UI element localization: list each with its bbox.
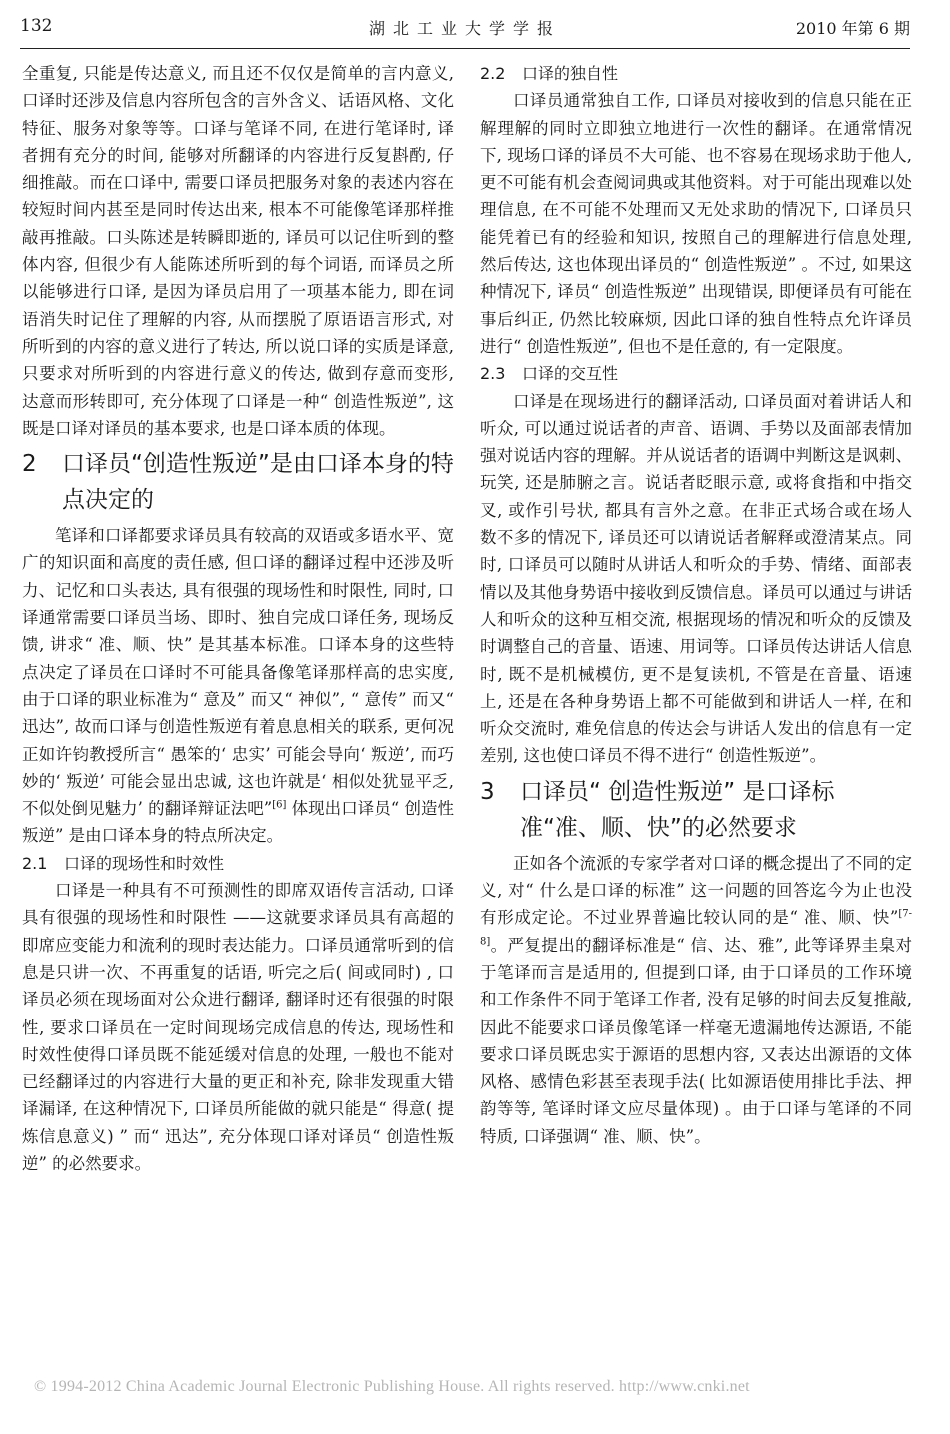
- citation-ref: [6]: [272, 799, 287, 811]
- paragraph: 口译员通常独自工作, 口译员对接收到的信息只能在正解理解的同时立即独立地进行一次性的翻译。在通常情况下, 现场口译的译员不大可能、也不容易在现场求助于他人, 更不可能有机会查阅词典或其他资料。对于可能出现难以处理信息, 在不可能不处理而又无处求助的情况下, 口译员只能凭着已有的经验和知识, 按照自己的理解进行信息处理, 然后传达, 这也体现出译员的“ 创造性叛逆” 。不过, 如果这种情况下, 译员“ 创造性叛逆” 出现错误, 即便译员有可能在事后纠正, 仍然比较麻烦, 因此口译的独自性特点允许译员进行“ 创造性叛逆”, 但也不是任意的, 有一定限度。: [480, 91, 912, 356]
- subsection-heading-2-2: [480, 60, 912, 87]
- right-column: [480, 60, 912, 1150]
- paragraph: [480, 850, 912, 1150]
- paragraph: 口译是一种具有不可预测性的即席双语传言活动, 口译具有很强的现场性和时限性 ——这就要求译员具有高超的即席应变能力和流利的现时表达能力。口译员通常听到的信息是只讲一次、不再重复的话语, 听完之后( 间或同时) , 口译员必须在现场面对公众进行翻译, 翻译时还有很强的时限性, 要求口译员在一定时间现场完成信息的传达, 现场性和时效性使得口译员既不能延缓对信息的处理, 一般也不能对已经翻译过的内容进行大量的更正和补充, 除非发现重大错译漏译, 在这种情况下, 口译员所能做的就只能是“ 得意( 提炼信息意义) ” 而“ 迅达”, 充分体现口译对译员“ 创造性叛逆” 的必然要求。: [22, 881, 454, 1173]
- paragraph-text: 正如各个流派的专家学者对口译的概念提出了不同的定义, 对“ 什么是口译的标准” 这一问题的回答迄今为止也没有形成定论。不过业界普遍比较认同的是“ 准、顺、快”: [480, 853, 912, 928]
- paragraph-text: 体现出口译员“ 创造性叛逆” 是由口译本身的特点所决定。: [22, 799, 454, 846]
- issue-label: 2010 年第 6 期: [795, 19, 910, 38]
- subsection-title: 口译的交互性: [522, 364, 619, 384]
- journal-title: 湖北工业大学学报: [368, 19, 561, 38]
- subsection-title: 口译的现场性和时效性: [64, 853, 225, 873]
- copyright-watermark: © 1994-2012 China Academic Journal Electronic Publishing House. All rights reserved. http://www.cnki.net: [34, 1378, 750, 1395]
- subsection-number: 2.3: [480, 364, 506, 384]
- paragraph-text: 。严复提出的翻译标准是“ 信、达、雅”, 此等译界圭臬对于笔译而言是适用的, 但提到口译, 由于口译员的工作环境和工作条件不同于笔译工作者, 没有足够的时间去反复推敲, 因此不能要求口译员像笔译一样毫无遗漏地传达源语, 不能要求口译员既忠实于源语的思想内容, 又表达出源语的文体风格、感情色彩甚至表现手法( 比如源语使用排比手法、押韵等等, 笔译时译文应尽量体现) 。由于口译与笔译的不同特质, 口译强调“ 准、顺、快”。: [480, 935, 912, 1146]
- subsection-heading-2-3: [480, 360, 912, 387]
- section-heading-3: [480, 774, 912, 846]
- paragraph: 全重复, 只能是传达意义, 而且还不仅仅是简单的言内意义, 口译时还涉及信息内容所包含的言外含义、话语风格、文化特征、服务对象等等。口译与笔译不同, 在进行笔译时, 译者拥有充分的时间, 能够对所翻译的内容进行反复斟酌, 仔细推敲。而在口译中, 需要口译员把服务对象的表述内容在较短时间内甚至是同时传达出来, 根本不可能像笔译那样推敲再推敲。口头陈述是转瞬即逝的, 译员可以记住听到的整体内容, 但很少有人能陈述所听到的每个词语, 而译员之所以能够进行口译, 是因为译员启用了一项基本能力, 即在词语消失时记住了理解的内容, 从而摆脱了原语语言形式, 对所听到的内容的意义进行了转达, 所以说口译的实质是译意, 只要求对所听到的内容进行意义的传达, 做到存意而变形, 达意而形转即可, 充分体现了口译是一种“ 创造性叛逆”, 这既是口译对译员的基本要求, 也是口译本质的体现。: [22, 64, 454, 438]
- paragraph: 口译是在现场进行的翻译活动, 口译员面对着讲话人和听众, 可以通过说话者的声音、语调、手势以及面部表情加强对说话内容的理解。并从说话者的语调中判断这是讽刺、玩笑, 还是肺腑之言。说话者眨眼示意, 或将食指和中指交叉, 或作引号状, 都具有言外之意。在非正式场合或在场人数不多的情况下, 译员还可以请说话者解释或澄清某点。同时, 口译员可以随时从讲话人和听众的手势、情绪、面部表情以及其他身势语中接收到反馈信息。译员可以通过与讲话人和听众的这种互相交流, 根据现场的情况和听众的反馈及时调整自己的音量、语速、用词等。口译员传达讲话人信息时, 既不是机械模仿, 更不是复读机, 不管是在音量、语速上, 还是在各种身势语上都不可能做到和讲话人一样, 在和听众交流时, 难免信息的传达会与讲话人发出的信息有一定差别, 这也使口译员不得不进行“ 创造性叛逆”。: [480, 391, 912, 766]
- page-number: 132: [20, 16, 53, 36]
- subsection-number: 2.1: [22, 853, 48, 873]
- paragraph: [22, 522, 454, 850]
- paragraph-text: 笔译和口译都要求译员具有较高的双语或多语水平、宽广的知识面和高度的责任感, 但口译的翻译过程中还涉及听力、记忆和口头表达, 具有很强的现场性和时限性, 同时, 口译通常需要口译员当场、即时、独自完成口译任务, 现场反馈, 讲求“ 准、顺、快” 是其基本标准。口译本身的这些特点决定了译员在口译时不可能具备像笔译那样高的忠实度, 由于口译的职业标准为“ 意及” 而又“ 神似”, “ 意传” 而又“ 迅达”, 故而口译与创造性叛逆有着息息相关的联系, 更何况正如许钧教授所言“ 愚笨的‘ 忠实’ 可能会导向‘ 叛逆’, 而巧妙的‘ 叛逆’ 可能会显出忠诚, 这也许就是‘ 相似处犹显平乏, 不似处倒见魅力’ 的翻译辩证法吧”: [22, 526, 454, 819]
- section-number: 3: [480, 778, 495, 805]
- subsection-heading-2-1: [22, 850, 454, 877]
- page-header: [20, 12, 910, 49]
- subsection-number: 2.2: [480, 64, 506, 83]
- citation-ref: [7-8]: [480, 908, 912, 948]
- section-title: 口译员“ 创造性叛逆” 是口译标准“准、顺、快”的必然要求: [520, 778, 835, 841]
- section-number: 2: [22, 451, 37, 478]
- section-heading-2: [22, 446, 454, 518]
- subsection-title: 口译的独自性: [522, 64, 619, 83]
- left-column: [22, 60, 454, 1177]
- section-title: 口译员“创造性叛逆”是由口译本身的特点决定的: [62, 451, 454, 514]
